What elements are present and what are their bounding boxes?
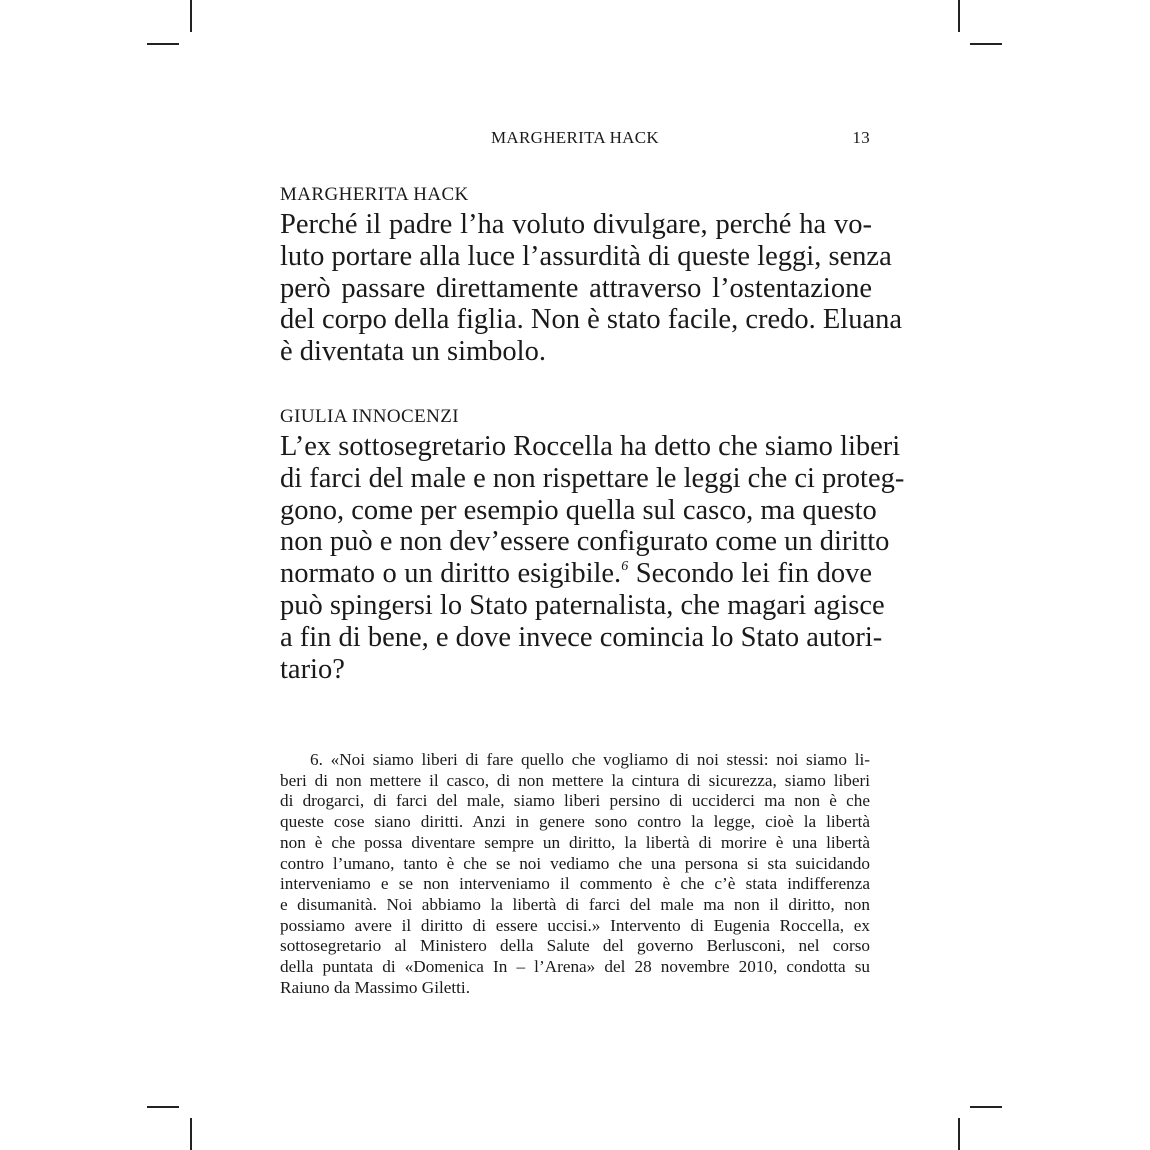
footnote-line: sottosegretario al Ministero della Salute del governo Berlusconi, nel corso xyxy=(280,936,870,956)
speech-line-with-footnote xyxy=(280,558,872,590)
crop-mark-top-right-vertical xyxy=(958,0,960,32)
crop-mark-bottom-left-horizontal xyxy=(147,1106,179,1108)
speech-line: non può e non dev’essere configurato come un diritto xyxy=(280,526,890,558)
speech-line: gono, come per esempio quella sul casco, ma questo xyxy=(280,494,877,526)
speech-text xyxy=(280,431,905,685)
speech-line: a fin di bene, e dove invece comincia lo Stato autori- xyxy=(280,621,883,653)
footnote-number: 6. xyxy=(310,750,323,769)
speaker-name: MARGHERITA HACK xyxy=(280,184,469,205)
speaker-name: GIULIA INNOCENZI xyxy=(280,406,459,427)
speech-text xyxy=(280,209,902,368)
footnote-line: non è che possa diventare sempre un diritto, la libertà di morire è una libertà xyxy=(280,832,870,852)
footnote-line: possiamo avere il diritto di essere uccisi.» Intervento di Eugenia Roccella, ex xyxy=(280,915,870,935)
crop-mark-bottom-right-vertical xyxy=(958,1118,960,1150)
exchange-margherita-hack xyxy=(280,183,902,368)
speech-line-tail: Secondo lei fin dove xyxy=(628,558,872,590)
footnote-line: beri di non mettere il casco, di non mettere la cintura di sicurezza, siamo liberi xyxy=(280,770,870,790)
speech-line: di farci del male e non rispettare le leggi che ci proteg- xyxy=(280,462,905,494)
speech-line-head: normato o un diritto esigibile. xyxy=(280,558,622,590)
speech-line: del corpo della figlia. Non è stato facile, credo. Eluana xyxy=(280,304,902,336)
footnote xyxy=(280,750,870,998)
crop-mark-bottom-right-horizontal xyxy=(970,1106,1002,1108)
speech-line: è diventata un simbolo. xyxy=(280,336,546,368)
footnote-line: di drogarci, di farci del male, siamo liberi persino di ucciderci ma non è che xyxy=(280,791,870,811)
footnote-line: interveniamo e se non interveniamo il commento è che c’è stata indifferenza xyxy=(280,874,870,894)
footnote-line xyxy=(280,750,870,771)
running-head xyxy=(280,128,870,152)
speech-line: però passare direttamente attraverso l’ostentazione xyxy=(280,272,872,304)
crop-mark-bottom-left-vertical xyxy=(190,1118,192,1150)
footnote-line: queste cose siano diritti. Anzi in genere sono contro la legge, cioè la libertà xyxy=(280,812,870,832)
footnote-line: Raiuno da Massimo Giletti. xyxy=(280,977,471,997)
speech-line: Perché il padre l’ha voluto divulgare, perché ha vo- xyxy=(280,209,872,240)
crop-mark-top-left-vertical xyxy=(190,0,192,32)
speech-line: L’ex sottosegretario Roccella ha detto che siamo liberi xyxy=(280,431,901,462)
page-number: 13 xyxy=(852,128,870,147)
crop-mark-top-right-horizontal xyxy=(970,43,1002,45)
exchange-giulia-innocenzi xyxy=(280,405,905,685)
footnote-line: e disumanità. Noi abbiamo la libertà di farci del male ma non il diritto, non xyxy=(280,894,870,914)
footnote-reference[interactable]: 6 xyxy=(621,559,629,575)
footnote-line: contro l’umano, tanto è che se noi vediamo che una persona si sta suicidando xyxy=(280,853,870,873)
speech-line: tario? xyxy=(280,653,345,685)
speech-line: può spingersi lo Stato paternalista, che magari agisce xyxy=(280,589,885,621)
speech-line: luto portare alla luce l’assurdità di queste leggi, senza xyxy=(280,240,892,272)
running-head-title: MARGHERITA HACK xyxy=(491,128,659,147)
crop-mark-top-left-horizontal xyxy=(147,43,179,45)
footnote-text: «Noi siamo liberi di fare quello che vogliamo di noi stessi: noi siamo li- xyxy=(330,750,871,769)
footnote-line: della puntata di «Domenica In – l’Arena» del 28 novembre 2010, condotta su xyxy=(280,957,870,977)
